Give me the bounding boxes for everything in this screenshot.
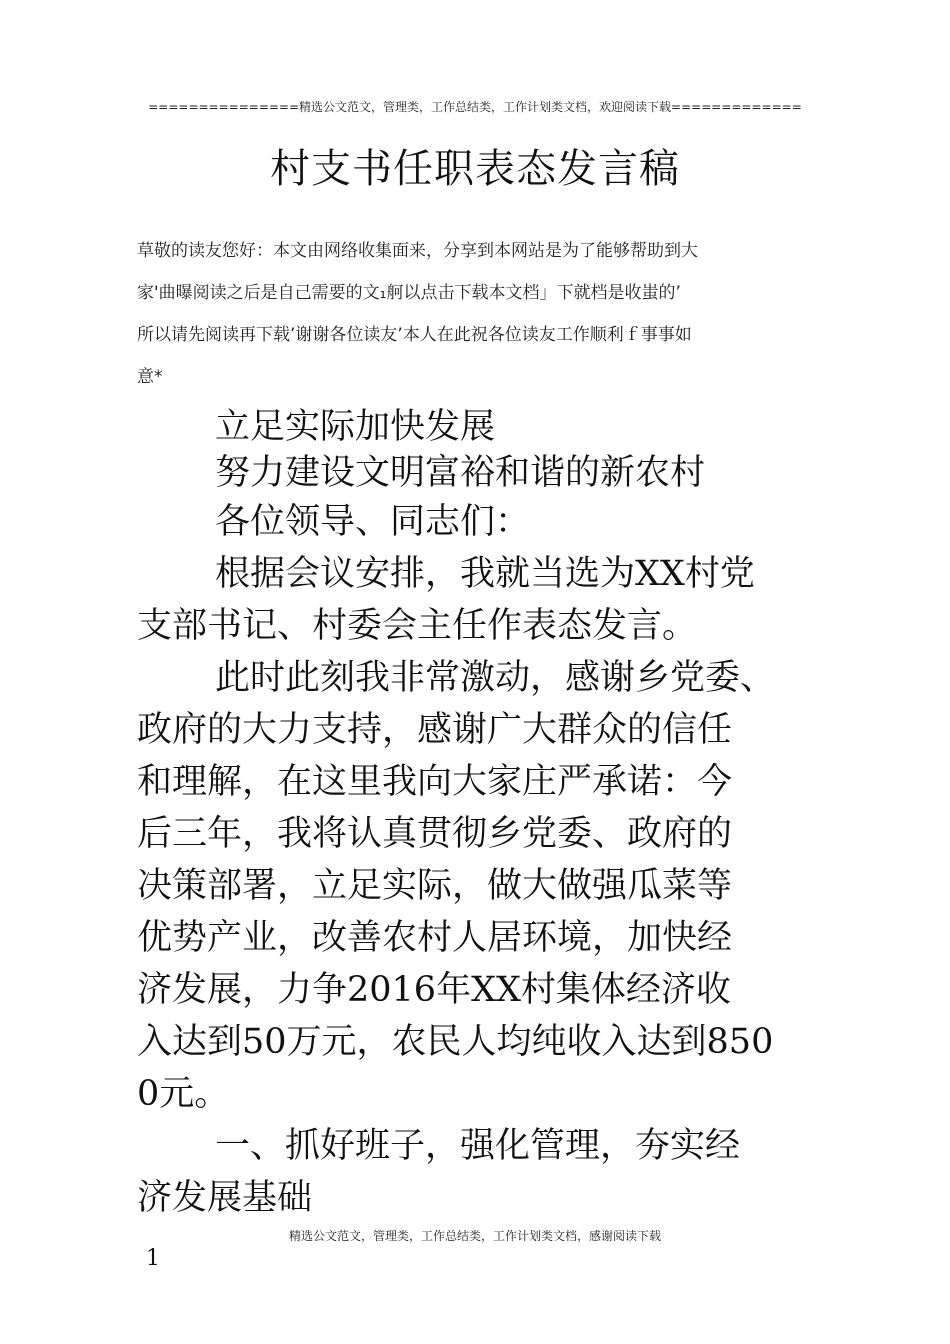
paragraph-line: 0元。 [137, 1074, 230, 1114]
paragraph-line: 根据会议安排，我就当选为XX村党 [215, 554, 755, 594]
paragraph-line: 政府的大力支持，感谢广大群众的信任 [137, 710, 733, 750]
salutation: 各位领导、同志们： [215, 502, 531, 542]
speech-subheading: 努力建设文明富裕和谐的新农村 [215, 453, 706, 493]
paragraph-line: 支部书记、村委会主任作表态发言。 [137, 606, 698, 646]
paragraph-line: 济发展，力争2016年XX村集体经济收 [137, 970, 731, 1010]
section-heading: 济发展基础 [137, 1178, 313, 1218]
paragraph-line: 和理解，在这里我向大家庄严承诺：今 [137, 762, 733, 802]
footer-banner: 精选公文范文，管理类，工作总结类，工作计划类文档，感谢阅读下载 [288, 1229, 661, 1243]
paragraph-line: 此时此刻我非常激动，感谢乡党委、 [215, 658, 776, 698]
page-number: 1 [146, 1246, 160, 1271]
header-banner: ===============精选公文范文，管理类，工作总结类，工作计划类文档，欢迎阅读下载============= [148, 100, 802, 114]
intro-line: 所以请先阅读再下载’谢谢各位读友’本人在此祝各位读友工作顺利ｆ事事如 [137, 325, 692, 345]
section-heading: 一、抓好班子，强化管理，夯实经 [215, 1126, 741, 1166]
paragraph-line: 优势产业，改善农村人居环境，加快经 [137, 918, 733, 958]
intro-line: 意* [137, 367, 163, 387]
intro-line: 家'曲曝阅读之后是自己需要的文₁舸以点击下载本文档」下就档是收蚩的’ [137, 283, 681, 303]
paragraph-line: 决策部署，立足实际，做大做强瓜菜等 [137, 866, 733, 906]
document-title: 村支书任职表态发言稿 [270, 146, 680, 192]
intro-notice [137, 236, 827, 404]
speech-heading: 立足实际加快发展 [215, 407, 496, 447]
paragraph-line: 入达到50万元，农民人均纯收入达到850 [137, 1022, 774, 1062]
paragraph-line: 后三年，我将认真贯彻乡党委、政府的 [137, 814, 733, 854]
intro-line: 草敬的读友您好：本文由网络收集面来，分享到本网站是为了能够帮助到大 [137, 241, 698, 261]
speech-body [137, 404, 837, 1224]
